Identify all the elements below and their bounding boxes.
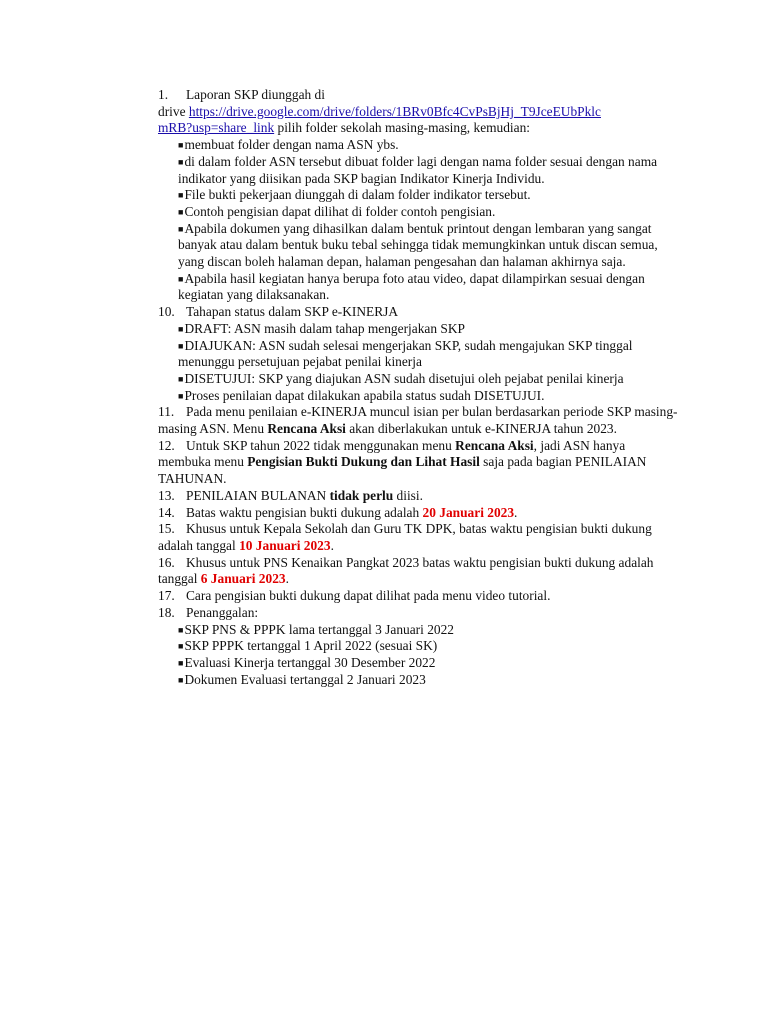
bullet-item: ■SKP PNS & PPPK lama tertanggal 3 Januari 2022 (178, 621, 454, 637)
emphasis-text: Pengisian Bukti Dukung dan Lihat Hasil (247, 454, 480, 470)
bullet-item: ■DIAJUKAN: ASN sudah selesai mengerjakan SKP, sudah mengajukan SKP tinggal menunggu persetujuan pejabat penilai kinerja (178, 337, 633, 370)
list-item-11: 11. Pada menu penilaian e-KINERJA muncul isian per bulan berdasarkan periode SKP masing-masing ASN. Menu Rencana Aksi akan diberlakukan untuk e-KINERJA tahun 2023. (158, 404, 678, 437)
emphasis-text: Rencana Aksi (455, 437, 534, 453)
square-bullet-icon: ■ (178, 657, 184, 668)
item-number: 11. (158, 404, 175, 420)
list-item-17 (158, 588, 678, 605)
square-bullet-icon: ■ (178, 140, 184, 151)
square-bullet-icon: ■ (178, 340, 184, 351)
bullet-item: ■SKP PPPK tertanggal 1 April 2022 (sesuai SK) (178, 638, 438, 654)
bullet-list-item-10 (158, 321, 678, 405)
item-text: Cara pengisian bukti dukung dapat dilihat pada menu video tutorial. (186, 588, 551, 604)
bullet-item: ■membuat folder dengan nama ASN ybs. (178, 137, 399, 153)
bullet-item: ■di dalam folder ASN tersebut dibuat folder lagi dengan nama folder sesuai dengan nama indikator yang diisikan pada SKP bagian Indikator Kinerja Individu. (178, 153, 658, 186)
item-text: Penanggalan: (186, 604, 259, 620)
deadline-date: 10 Januari 2023 (239, 537, 331, 553)
bullet-item: ■Dokumen Evaluasi tertanggal 2 Januari 2023 (178, 671, 426, 687)
bullet-item: ■DRAFT: ASN masih dalam tahap mengerjakan SKP (178, 320, 465, 336)
square-bullet-icon: ■ (178, 223, 184, 234)
item-number: 17. (158, 588, 175, 604)
square-bullet-icon: ■ (178, 156, 184, 167)
square-bullet-icon: ■ (178, 323, 184, 334)
bullet-item: ■Apabila dokumen yang dihasilkan dalam bentuk printout dengan lembaran yang sangat banyak atau dalam bentuk buku tebal sehingga tidak memungkinkan untuk discan semua, yang discan boleh halaman depan, halaman pengesahan dan halaman akhirnya saja. (178, 220, 658, 270)
list-item-1 (158, 87, 678, 304)
bullet-list-item-1 (158, 137, 678, 304)
item-number: 16. (158, 554, 175, 570)
list-item-10 (158, 304, 678, 404)
item-number: 13. (158, 487, 175, 503)
bullet-item: ■DISETUJUI: SKP yang diajukan ASN sudah disetujui oleh pejabat penilai kinerja (178, 370, 624, 386)
square-bullet-icon: ■ (178, 273, 184, 284)
square-bullet-icon: ■ (178, 674, 184, 685)
list-item-13: 13. PENILAIAN BULANAN tidak perlu diisi. (158, 487, 423, 503)
emphasis-text: Rencana Aksi (267, 421, 346, 437)
list-item-14: 14. Batas waktu pengisian bukti dukung adalah 20 Januari 2023. (158, 504, 518, 520)
square-bullet-icon: ■ (178, 206, 184, 217)
bullet-item: ■Apabila hasil kegiatan hanya berupa foto atau video, dapat dilampirkan sesuai dengan kegiatan yang dilaksanakan. (178, 270, 645, 303)
deadline-date: 6 Januari 2023 (200, 571, 286, 587)
emphasis-text: tidak perlu (329, 487, 394, 503)
deadline-date: 20 Januari 2023 (422, 504, 515, 520)
document-page (158, 87, 678, 688)
square-bullet-icon: ■ (178, 390, 184, 401)
drive-word: drive (158, 103, 186, 119)
item-number: 10. (158, 304, 175, 320)
item-text: Tahapan status dalam SKP e-KINERJA (186, 304, 399, 320)
drive-link[interactable]: https://drive.google.com/drive/folders/1BRv0Bfc4CvPsBjHj_T9JceEUbPklc mRB?usp=share_link (158, 103, 601, 136)
square-bullet-icon: ■ (178, 190, 184, 201)
list-item-15: 15. Khusus untuk Kepala Sekolah dan Guru TK DPK, batas waktu pengisian bukti dukung adalah tanggal 10 Januari 2023. (158, 521, 652, 553)
square-bullet-icon: ■ (178, 624, 184, 635)
item-number: 14. (158, 504, 175, 520)
square-bullet-icon: ■ (178, 641, 184, 652)
bullet-item: ■Evaluasi Kinerja tertanggal 30 Desember 2022 (178, 654, 436, 670)
list-item-18 (158, 605, 678, 689)
item-text-continued: pilih folder sekolah masing-masing, kemudian: (274, 120, 531, 136)
list-item-12: 12. Untuk SKP tahun 2022 tidak menggunakan menu Rencana Aksi, jadi ASN hanya membuka menu Pengisian Bukti Dukung dan Lihat Hasil saja pada bagian PENILAIAN TAHUNAN. (158, 437, 647, 487)
bullet-list-item-18 (158, 622, 678, 689)
item-text: Laporan SKP diunggah di (186, 87, 325, 102)
item-number: 12. (158, 437, 175, 453)
square-bullet-icon: ■ (178, 373, 184, 384)
item-number: 15. (158, 521, 175, 537)
bullet-item: ■Proses penilaian dapat dilakukan apabila status sudah DISETUJUI. (178, 387, 545, 403)
list-item-16: 16. Khusus untuk PNS Kenaikan Pangkat 2023 batas waktu pengisian bukti dukung adalah tanggal 6 Januari 2023. (158, 554, 654, 587)
item-number: 18. (158, 604, 175, 620)
bullet-item: ■File bukti pekerjaan diunggah di dalam folder indikator tersebut. (178, 187, 531, 203)
item-number: 1. (158, 87, 169, 102)
bullet-item: ■Contoh pengisian dapat dilihat di folder contoh pengisian. (178, 203, 496, 219)
